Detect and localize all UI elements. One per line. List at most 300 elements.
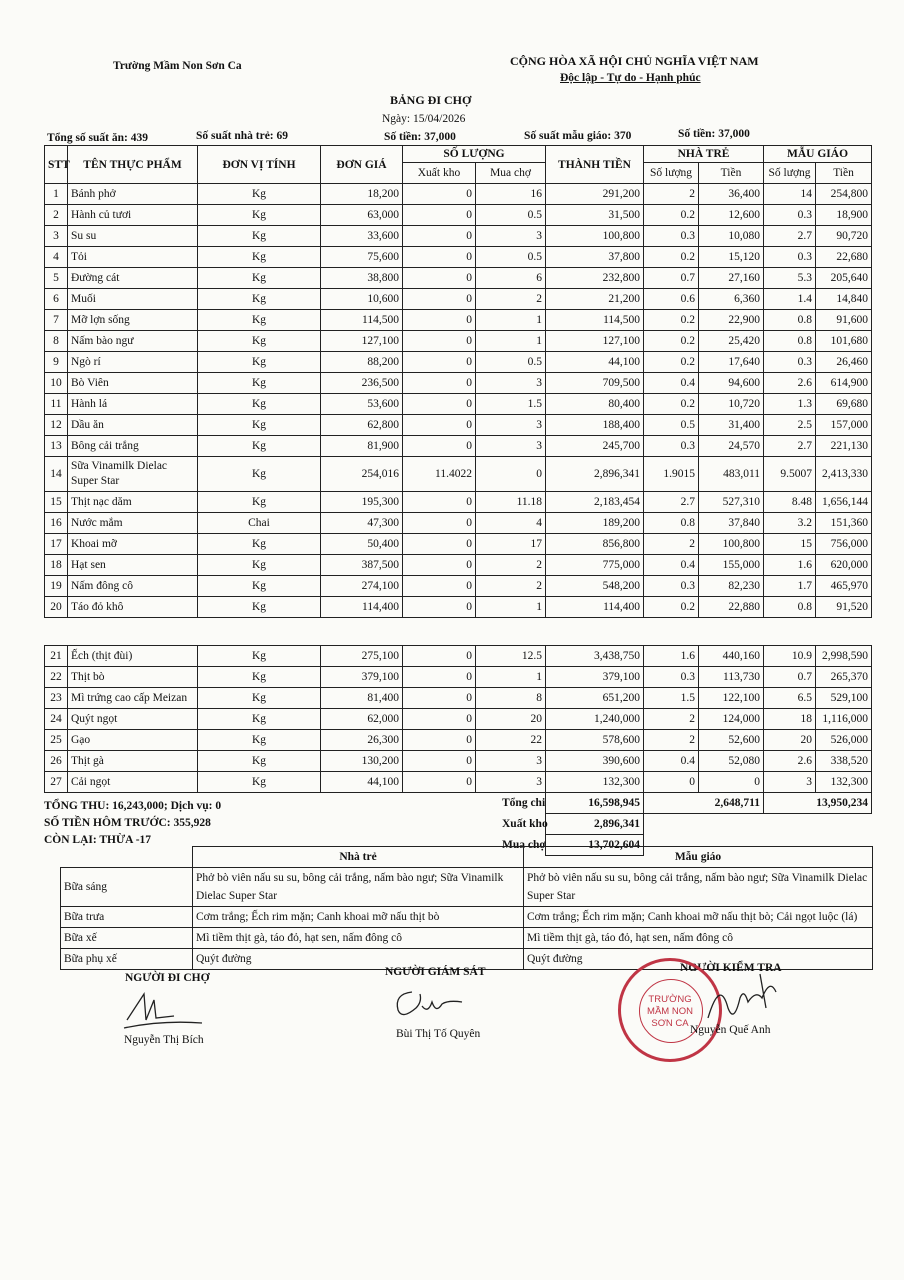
cell-name: Nước mắm xyxy=(68,513,198,534)
cell-price: 130,200 xyxy=(321,751,403,772)
cell-price: 81,900 xyxy=(321,436,403,457)
cell-unit: Kg xyxy=(198,268,321,289)
cell-total: 189,200 xyxy=(546,513,644,534)
cell-stock: 0 xyxy=(403,226,476,247)
cell-nursery-qty: 0.7 xyxy=(644,268,699,289)
cell-kinder-money: 151,360 xyxy=(816,513,872,534)
cell-stt: 24 xyxy=(45,709,68,730)
table-row xyxy=(45,772,872,793)
cell-unit: Kg xyxy=(198,555,321,576)
cell-price: 75,600 xyxy=(321,247,403,268)
cell-nursery-qty: 0.5 xyxy=(644,415,699,436)
col-name: TÊN THỰC PHẨM xyxy=(68,146,198,184)
table-row xyxy=(45,373,872,394)
cell-name: Hành củ tươi xyxy=(68,205,198,226)
cell-kinder-money: 101,680 xyxy=(816,331,872,352)
cell-price: 254,016 xyxy=(321,457,403,492)
cell-buy: 3 xyxy=(476,751,546,772)
cell-stt: 4 xyxy=(45,247,68,268)
checker-name: Nguyễn Quế Anh xyxy=(690,1024,771,1036)
table-row xyxy=(45,205,872,226)
cell-unit: Kg xyxy=(198,667,321,688)
cell-total: 114,400 xyxy=(546,597,644,618)
document-date: Ngày: 15/04/2026 xyxy=(382,113,466,125)
cell-stock: 0 xyxy=(403,576,476,597)
meal-name: Bữa xế xyxy=(61,928,193,949)
cell-kinder-qty: 10.9 xyxy=(764,646,816,667)
table-row xyxy=(45,352,872,373)
cell-buy: 11.18 xyxy=(476,492,546,513)
cell-buy: 8 xyxy=(476,688,546,709)
cell-stt: 18 xyxy=(45,555,68,576)
cell-stock: 0 xyxy=(403,534,476,555)
cell-stt: 27 xyxy=(45,772,68,793)
meal-name: Bữa phụ xế xyxy=(61,949,193,970)
cell-price: 114,400 xyxy=(321,597,403,618)
cell-stt: 20 xyxy=(45,597,68,618)
cell-nursery-money: 12,600 xyxy=(699,205,764,226)
menu-table xyxy=(60,846,873,970)
cell-price: 62,800 xyxy=(321,415,403,436)
nursery-meals: Số suất nhà trẻ: 69 xyxy=(196,130,289,142)
cell-kinder-qty: 2.7 xyxy=(764,436,816,457)
cell-kinder-money: 26,460 xyxy=(816,352,872,373)
table-row xyxy=(45,709,872,730)
cell-stt: 2 xyxy=(45,205,68,226)
cell-kinder-qty: 15 xyxy=(764,534,816,555)
cell-name: Thịt gà xyxy=(68,751,198,772)
cell-total: 245,700 xyxy=(546,436,644,457)
table-row xyxy=(45,310,872,331)
cell-buy: 2 xyxy=(476,555,546,576)
col-qty: SỐ LƯỢNG xyxy=(403,146,546,163)
cell-price: 50,400 xyxy=(321,534,403,555)
nursery-menu: Phở bò viên nấu su su, bông cải trắng, nấm bào ngư; Sữa Vinamilk Dielac Super Star xyxy=(193,868,524,907)
cell-stock: 0 xyxy=(403,688,476,709)
cell-nursery-money: 124,000 xyxy=(699,709,764,730)
cell-price: 47,300 xyxy=(321,513,403,534)
cell-name: Gạo xyxy=(68,730,198,751)
cell-buy: 3 xyxy=(476,373,546,394)
table-row xyxy=(45,289,872,310)
cell-name: Bánh phở xyxy=(68,184,198,205)
cell-kinder-qty: 18 xyxy=(764,709,816,730)
cell-nursery-money: 113,730 xyxy=(699,667,764,688)
cell-unit: Chai xyxy=(198,513,321,534)
nursery-menu: Quýt đường xyxy=(193,949,524,970)
cell-nursery-qty: 1.9015 xyxy=(644,457,699,492)
cell-unit: Kg xyxy=(198,709,321,730)
cell-buy: 2 xyxy=(476,576,546,597)
nation-title: CỘNG HÒA XÃ HỘI CHỦ NGHĨA VIỆT NAM xyxy=(510,54,759,68)
stamp-line2: MẦM NON xyxy=(647,1006,693,1017)
cell-total: 44,100 xyxy=(546,352,644,373)
table-row xyxy=(45,513,872,534)
cell-kinder-qty: 2.5 xyxy=(764,415,816,436)
col-unit: ĐƠN VỊ TÍNH xyxy=(198,146,321,184)
cell-unit: Kg xyxy=(198,331,321,352)
cell-kinder-qty: 1.6 xyxy=(764,555,816,576)
cell-nursery-money: 17,640 xyxy=(699,352,764,373)
cell-total: 31,500 xyxy=(546,205,644,226)
cell-nursery-money: 36,400 xyxy=(699,184,764,205)
cell-name: Ếch (thịt đùi) xyxy=(68,646,198,667)
cell-price: 379,100 xyxy=(321,667,403,688)
cell-buy: 3 xyxy=(476,415,546,436)
cell-name: Tỏi xyxy=(68,247,198,268)
cell-nursery-money: 31,400 xyxy=(699,415,764,436)
cell-total: 379,100 xyxy=(546,667,644,688)
table-row xyxy=(45,331,872,352)
cell-name: Thịt bò xyxy=(68,667,198,688)
table-row xyxy=(45,688,872,709)
cell-kinder-qty: 8.48 xyxy=(764,492,816,513)
kinder-meals: Số suất mẫu giáo: 370 xyxy=(524,130,632,142)
menu-row xyxy=(61,907,873,928)
cell-name: Muối xyxy=(68,289,198,310)
cell-kinder-qty: 0.8 xyxy=(764,597,816,618)
cell-name: Bông cải trắng xyxy=(68,436,198,457)
cell-stt: 13 xyxy=(45,436,68,457)
meal-name: Bữa trưa xyxy=(61,907,193,928)
remaining-money: CÒN LẠI: THỪA -17 xyxy=(44,834,152,846)
col-kinder: MẪU GIÁO xyxy=(764,146,872,163)
cell-kinder-money: 91,520 xyxy=(816,597,872,618)
table-row xyxy=(45,436,872,457)
cell-stock: 0 xyxy=(403,289,476,310)
cell-nursery-money: 15,120 xyxy=(699,247,764,268)
cell-stock: 0 xyxy=(403,597,476,618)
table-row xyxy=(45,597,872,618)
kinder-money: Số tiền: 37,000 xyxy=(678,128,750,140)
cell-nursery-money: 155,000 xyxy=(699,555,764,576)
cell-total: 2,896,341 xyxy=(546,457,644,492)
col-buy: Mua chợ xyxy=(476,163,546,184)
cell-stock: 0 xyxy=(403,415,476,436)
cell-buy: 1 xyxy=(476,310,546,331)
cell-stock: 11.4022 xyxy=(403,457,476,492)
nursery-menu: Mì tiềm thịt gà, táo đỏ, hạt sen, nấm đông cô xyxy=(193,928,524,949)
cell-kinder-qty: 0.8 xyxy=(764,310,816,331)
cell-kinder-money: 1,656,144 xyxy=(816,492,872,513)
checker-title: NGƯỜI KIỂM TRA xyxy=(680,962,782,974)
cell-unit: Kg xyxy=(198,436,321,457)
cell-total: 390,600 xyxy=(546,751,644,772)
cell-name: Nấm đông cô xyxy=(68,576,198,597)
cell-price: 10,600 xyxy=(321,289,403,310)
cell-nursery-qty: 0.8 xyxy=(644,513,699,534)
cell-kinder-qty: 9.5007 xyxy=(764,457,816,492)
cell-nursery-money: 100,800 xyxy=(699,534,764,555)
cell-total: 127,100 xyxy=(546,331,644,352)
cell-stt: 25 xyxy=(45,730,68,751)
cell-price: 275,100 xyxy=(321,646,403,667)
cell-price: 274,100 xyxy=(321,576,403,597)
table-row xyxy=(45,457,872,492)
cell-unit: Kg xyxy=(198,492,321,513)
cell-buy: 12.5 xyxy=(476,646,546,667)
cell-nursery-qty: 0.3 xyxy=(644,226,699,247)
cell-stock: 0 xyxy=(403,555,476,576)
cell-nursery-qty: 0.3 xyxy=(644,576,699,597)
cell-kinder-qty: 14 xyxy=(764,184,816,205)
cell-kinder-qty: 1.3 xyxy=(764,394,816,415)
cell-kinder-money: 90,720 xyxy=(816,226,872,247)
table-row xyxy=(45,667,872,688)
cell-unit: Kg xyxy=(198,226,321,247)
cell-stock: 0 xyxy=(403,730,476,751)
cell-name: Hành lá xyxy=(68,394,198,415)
supervisor-title: NGƯỜI GIÁM SÁT xyxy=(385,966,486,978)
cell-kinder-money: 338,520 xyxy=(816,751,872,772)
food-table-part1 xyxy=(44,145,872,618)
cell-nursery-qty: 0.2 xyxy=(644,205,699,226)
cell-kinder-qty: 20 xyxy=(764,730,816,751)
cell-stt: 1 xyxy=(45,184,68,205)
cell-stock: 0 xyxy=(403,268,476,289)
menu-row xyxy=(61,928,873,949)
cell-kinder-qty: 0.3 xyxy=(764,247,816,268)
cell-nursery-qty: 0.3 xyxy=(644,436,699,457)
cell-stt: 11 xyxy=(45,394,68,415)
cell-nursery-qty: 0.4 xyxy=(644,751,699,772)
table-row xyxy=(45,268,872,289)
cell-price: 18,200 xyxy=(321,184,403,205)
cell-kinder-money: 526,000 xyxy=(816,730,872,751)
stock-label: Xuất kho xyxy=(502,818,548,830)
cell-unit: Kg xyxy=(198,534,321,555)
cell-unit: Kg xyxy=(198,772,321,793)
cell-stock: 0 xyxy=(403,310,476,331)
menu-header-row xyxy=(61,847,873,868)
cell-nursery-money: 22,880 xyxy=(699,597,764,618)
cell-name: Quýt ngọt xyxy=(68,709,198,730)
table-row xyxy=(45,576,872,597)
stamp-line1: TRƯỜNG xyxy=(648,994,692,1005)
cell-kinder-money: 529,100 xyxy=(816,688,872,709)
cell-price: 387,500 xyxy=(321,555,403,576)
col-total: THÀNH TIỀN xyxy=(546,146,644,184)
cell-buy: 0 xyxy=(476,457,546,492)
cell-nursery-qty: 0.2 xyxy=(644,310,699,331)
cell-buy: 2 xyxy=(476,289,546,310)
cell-nursery-money: 22,900 xyxy=(699,310,764,331)
cell-unit: Kg xyxy=(198,289,321,310)
nursery-money: Số tiền: 37,000 xyxy=(384,131,456,143)
cell-name: Hạt sen xyxy=(68,555,198,576)
cell-stt: 19 xyxy=(45,576,68,597)
cell-total: 100,800 xyxy=(546,226,644,247)
col-nursery: NHÀ TRẺ xyxy=(644,146,764,163)
stamp-line3: SƠN CA xyxy=(651,1018,689,1029)
cell-unit: Kg xyxy=(198,373,321,394)
cell-nursery-qty: 2 xyxy=(644,709,699,730)
cell-nursery-qty: 0.2 xyxy=(644,597,699,618)
cell-buy: 4 xyxy=(476,513,546,534)
cell-nursery-qty: 2 xyxy=(644,730,699,751)
cell-kinder-qty: 1.7 xyxy=(764,576,816,597)
cell-buy: 1 xyxy=(476,597,546,618)
cell-nursery-money: 25,420 xyxy=(699,331,764,352)
cell-unit: Kg xyxy=(198,310,321,331)
cell-nursery-qty: 0.2 xyxy=(644,247,699,268)
cell-kinder-qty: 5.3 xyxy=(764,268,816,289)
cell-kinder-qty: 0.3 xyxy=(764,352,816,373)
cell-total: 578,600 xyxy=(546,730,644,751)
cell-total: 856,800 xyxy=(546,534,644,555)
cell-kinder-money: 465,970 xyxy=(816,576,872,597)
document-title: BẢNG ĐI CHỢ xyxy=(390,93,472,107)
cell-kinder-money: 157,000 xyxy=(816,415,872,436)
cell-unit: Kg xyxy=(198,597,321,618)
cell-nursery-qty: 2.7 xyxy=(644,492,699,513)
cell-stock: 0 xyxy=(403,247,476,268)
cell-stock: 0 xyxy=(403,646,476,667)
table-row xyxy=(45,492,872,513)
cell-nursery-qty: 0.6 xyxy=(644,289,699,310)
cell-unit: Kg xyxy=(198,352,321,373)
cell-kinder-money: 620,000 xyxy=(816,555,872,576)
cell-unit: Kg xyxy=(198,646,321,667)
cell-nursery-money: 483,011 xyxy=(699,457,764,492)
cell-total: 775,000 xyxy=(546,555,644,576)
cell-buy: 20 xyxy=(476,709,546,730)
cell-nursery-qty: 1.5 xyxy=(644,688,699,709)
cell-total: 651,200 xyxy=(546,688,644,709)
cell-stock: 0 xyxy=(403,436,476,457)
cell-name: Cải ngọt xyxy=(68,772,198,793)
cell-stock: 0 xyxy=(403,492,476,513)
cell-stock: 0 xyxy=(403,513,476,534)
cell-stock: 0 xyxy=(403,373,476,394)
table-row xyxy=(45,646,872,667)
cell-stt: 16 xyxy=(45,513,68,534)
cell-nursery-qty: 0.4 xyxy=(644,555,699,576)
cell-nursery-qty: 0.2 xyxy=(644,394,699,415)
cell-stt: 10 xyxy=(45,373,68,394)
kinder-menu: Mì tiềm thịt gà, táo đỏ, hạt sen, nấm đông cô xyxy=(524,928,873,949)
cell-total: 37,800 xyxy=(546,247,644,268)
spent-label: Tổng chi xyxy=(502,797,546,809)
cell-total: 3,438,750 xyxy=(546,646,644,667)
cell-stock: 0 xyxy=(403,709,476,730)
cell-kinder-money: 91,600 xyxy=(816,310,872,331)
cell-unit: Kg xyxy=(198,751,321,772)
cell-kinder-money: 22,680 xyxy=(816,247,872,268)
cell-stock: 0 xyxy=(403,331,476,352)
cell-kinder-qty: 0.3 xyxy=(764,205,816,226)
cell-unit: Kg xyxy=(198,688,321,709)
cell-kinder-qty: 6.5 xyxy=(764,688,816,709)
buyer-name: Nguyễn Thị Bích xyxy=(124,1034,204,1046)
cell-price: 38,800 xyxy=(321,268,403,289)
cell-stt: 21 xyxy=(45,646,68,667)
buyer-signature xyxy=(122,990,212,1035)
cell-buy: 0.5 xyxy=(476,205,546,226)
cell-nursery-money: 52,600 xyxy=(699,730,764,751)
cell-kinder-qty: 0.8 xyxy=(764,331,816,352)
cell-unit: Kg xyxy=(198,184,321,205)
cell-kinder-qty: 2.6 xyxy=(764,373,816,394)
cell-stock: 0 xyxy=(403,352,476,373)
cell-buy: 22 xyxy=(476,730,546,751)
cell-total: 188,400 xyxy=(546,415,644,436)
cell-stt: 8 xyxy=(45,331,68,352)
cell-nursery-money: 82,230 xyxy=(699,576,764,597)
cell-price: 33,600 xyxy=(321,226,403,247)
col-nursery-money: Tiền xyxy=(699,163,764,184)
col-price: ĐƠN GIÁ xyxy=(321,146,403,184)
cell-name: Đường cát xyxy=(68,268,198,289)
cell-buy: 6 xyxy=(476,268,546,289)
cell-price: 53,600 xyxy=(321,394,403,415)
cell-buy: 17 xyxy=(476,534,546,555)
cell-stt: 26 xyxy=(45,751,68,772)
cell-name: Ngò rí xyxy=(68,352,198,373)
cell-nursery-money: 10,720 xyxy=(699,394,764,415)
cell-name: Khoai mỡ xyxy=(68,534,198,555)
cell-name: Su su xyxy=(68,226,198,247)
nursery-menu: Cơm trắng; Ếch rim mặn; Canh khoai mỡ nấu thịt bò xyxy=(193,907,524,928)
cell-kinder-qty: 2.7 xyxy=(764,226,816,247)
cell-unit: Kg xyxy=(198,415,321,436)
meal-name: Bữa sáng xyxy=(61,868,193,907)
cell-buy: 3 xyxy=(476,436,546,457)
cell-stt: 22 xyxy=(45,667,68,688)
cell-nursery-money: 0 xyxy=(699,772,764,793)
cell-nursery-money: 52,080 xyxy=(699,751,764,772)
cell-kinder-money: 2,413,330 xyxy=(816,457,872,492)
table-row xyxy=(45,534,872,555)
col-kinder-qty: Số lượng xyxy=(764,163,816,184)
supervisor-name: Bùi Thị Tố Quyên xyxy=(396,1028,481,1040)
cell-total: 548,200 xyxy=(546,576,644,597)
kinder-menu: Quýt đường xyxy=(524,949,873,970)
cell-buy: 1 xyxy=(476,331,546,352)
kinder-total: 13,950,234 xyxy=(764,793,872,814)
cell-buy: 16 xyxy=(476,184,546,205)
table-row xyxy=(45,184,872,205)
cell-total: 114,500 xyxy=(546,310,644,331)
header-row xyxy=(45,146,872,163)
spent-value: 16,598,945 xyxy=(588,797,640,809)
cell-kinder-qty: 2.6 xyxy=(764,751,816,772)
cell-kinder-money: 2,998,590 xyxy=(816,646,872,667)
cell-total: 291,200 xyxy=(546,184,644,205)
cell-stt: 7 xyxy=(45,310,68,331)
cell-nursery-money: 37,840 xyxy=(699,513,764,534)
cell-name: Mỡ lợn sống xyxy=(68,310,198,331)
kinder-menu: Cơm trắng; Ếch rim mặn; Canh khoai mỡ nấu thịt bò; Cải ngọt luộc (lá) xyxy=(524,907,873,928)
cell-total: 21,200 xyxy=(546,289,644,310)
cell-stock: 0 xyxy=(403,667,476,688)
cell-stt: 15 xyxy=(45,492,68,513)
cell-kinder-money: 265,370 xyxy=(816,667,872,688)
cell-stt: 9 xyxy=(45,352,68,373)
cell-price: 114,500 xyxy=(321,310,403,331)
cell-stock: 0 xyxy=(403,751,476,772)
previous-money: SỐ TIỀN HÔM TRƯỚC: 355,928 xyxy=(44,817,211,829)
table-row xyxy=(45,751,872,772)
cell-kinder-money: 756,000 xyxy=(816,534,872,555)
cell-name: Thịt nạc dăm xyxy=(68,492,198,513)
cell-stt: 3 xyxy=(45,226,68,247)
cell-nursery-qty: 2 xyxy=(644,184,699,205)
cell-kinder-qty: 1.4 xyxy=(764,289,816,310)
cell-name: Mì trứng cao cấp Meizan xyxy=(68,688,198,709)
cell-stt: 14 xyxy=(45,457,68,492)
cell-stock: 0 xyxy=(403,772,476,793)
